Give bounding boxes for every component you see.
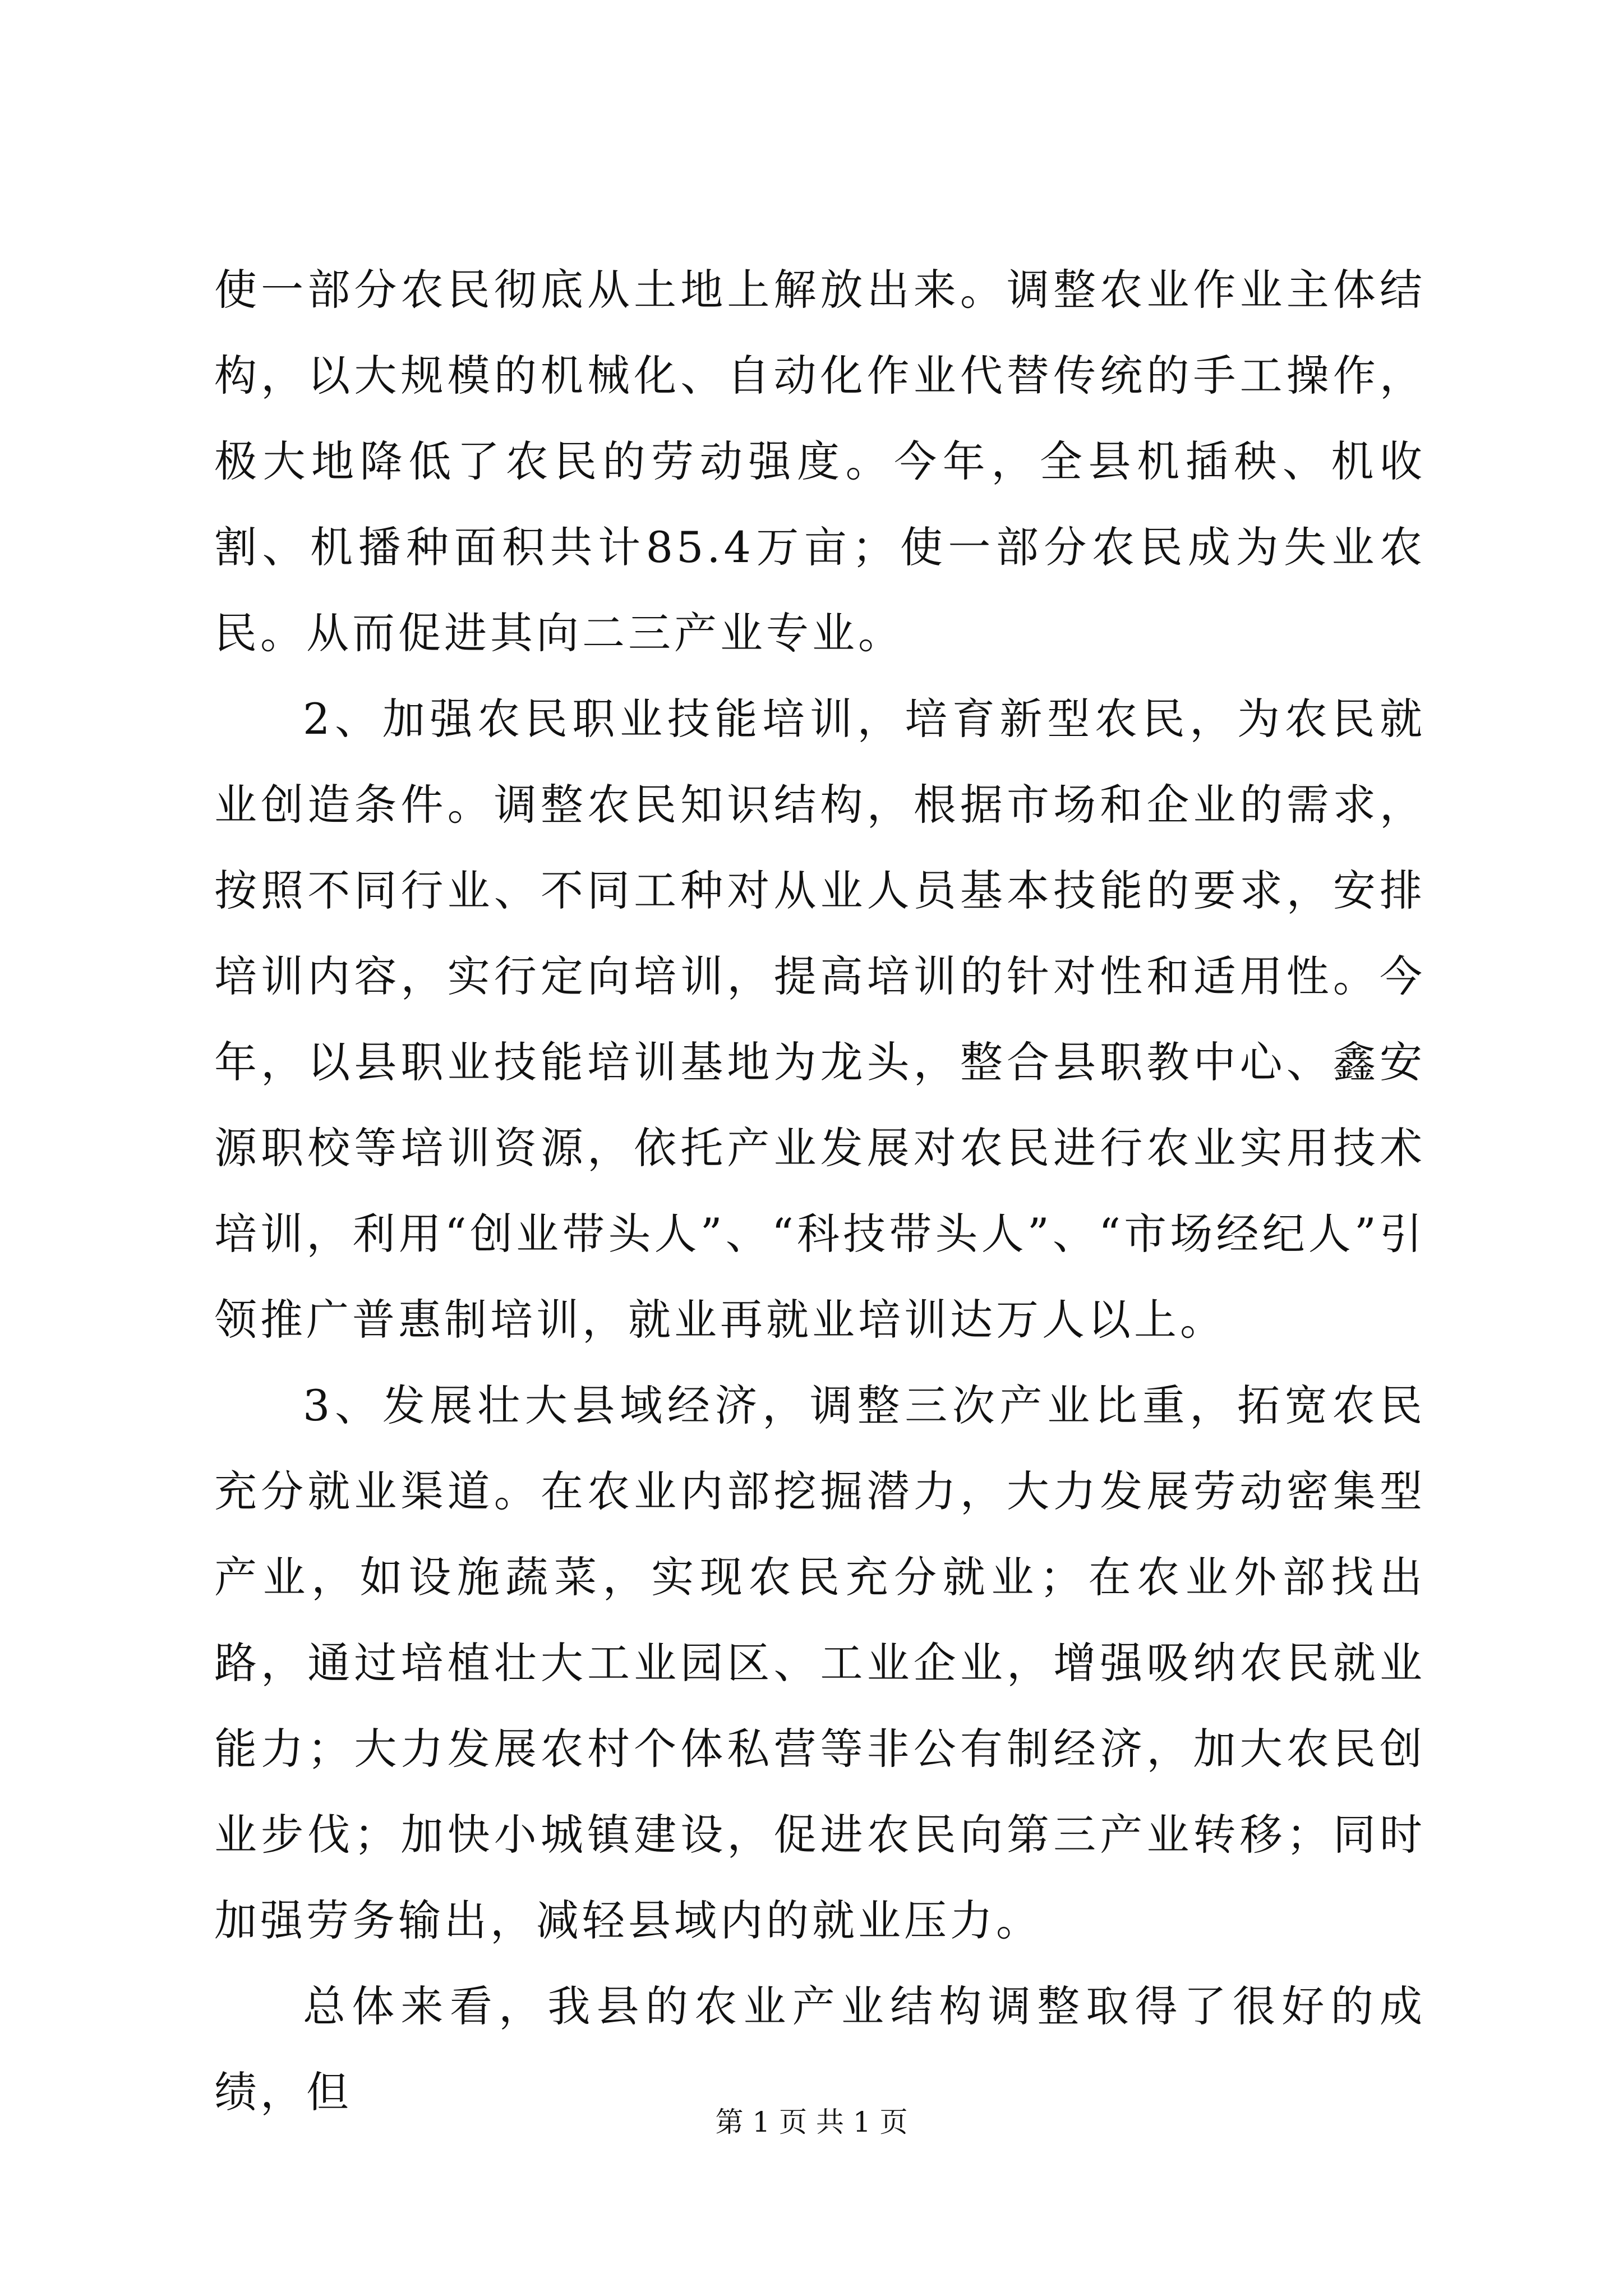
paragraph-item-3: 3、发展壮大县域经济，调整三次产业比重，拓宽农民充分就业渠道。在农业内部挖掘潜力，大力发展劳动密集型产业，如设施蔬菜，实现农民充分就业；在农业外部找出路，通过培植壮大工业园区、工业企业，增强吸纳农民就业能力；大力发展农村个体私营等非公有制经济，加大农民创业步伐；加快小城镇建设，促进农民向第三产业转移；同时加强劳务输出，减轻县域内的就业压力。: [214, 1381, 1426, 1945]
page-footer: [0, 2102, 1623, 2142]
page-number-label: 第 1 页 共 1 页: [715, 2106, 908, 2138]
document-body: [214, 247, 1426, 2135]
paragraph-item-2: 2、加强农民职业技能培训，培育新型农民，为农民就业创造条件。调整农民知识结构，根据市场和企业的需求，按照不同行业、不同工种对从业人员基本技能的要求，安排培训内容，实行定向培训，提高培训的针对性和适用性。今年，以县职业技能培训基地为龙头，整合县职教中心、鑫安源职校等培训资源，依托产业发展对农民进行农业实用技术培训，利用“创业带头人”、“科技带头人”、“市场经纪人”引领推广普惠制培训，就业再就业培训达万人以上。: [214, 694, 1426, 1345]
paragraph-continuation: 使一部分农民彻底从土地上解放出来。调整农业作业主体结构，以大规模的机械化、自动化作业代替传统的手工操作，极大地降低了农民的劳动强度。今年，全县机插秧、机收割、机播种面积共计85.4万亩；使一部分农民成为失业农民。从而促进其向二三产业专业。: [214, 265, 1426, 658]
paragraph-summary: 总体来看，我县的农业产业结构调整取得了很好的成绩，但: [214, 1981, 1426, 2117]
